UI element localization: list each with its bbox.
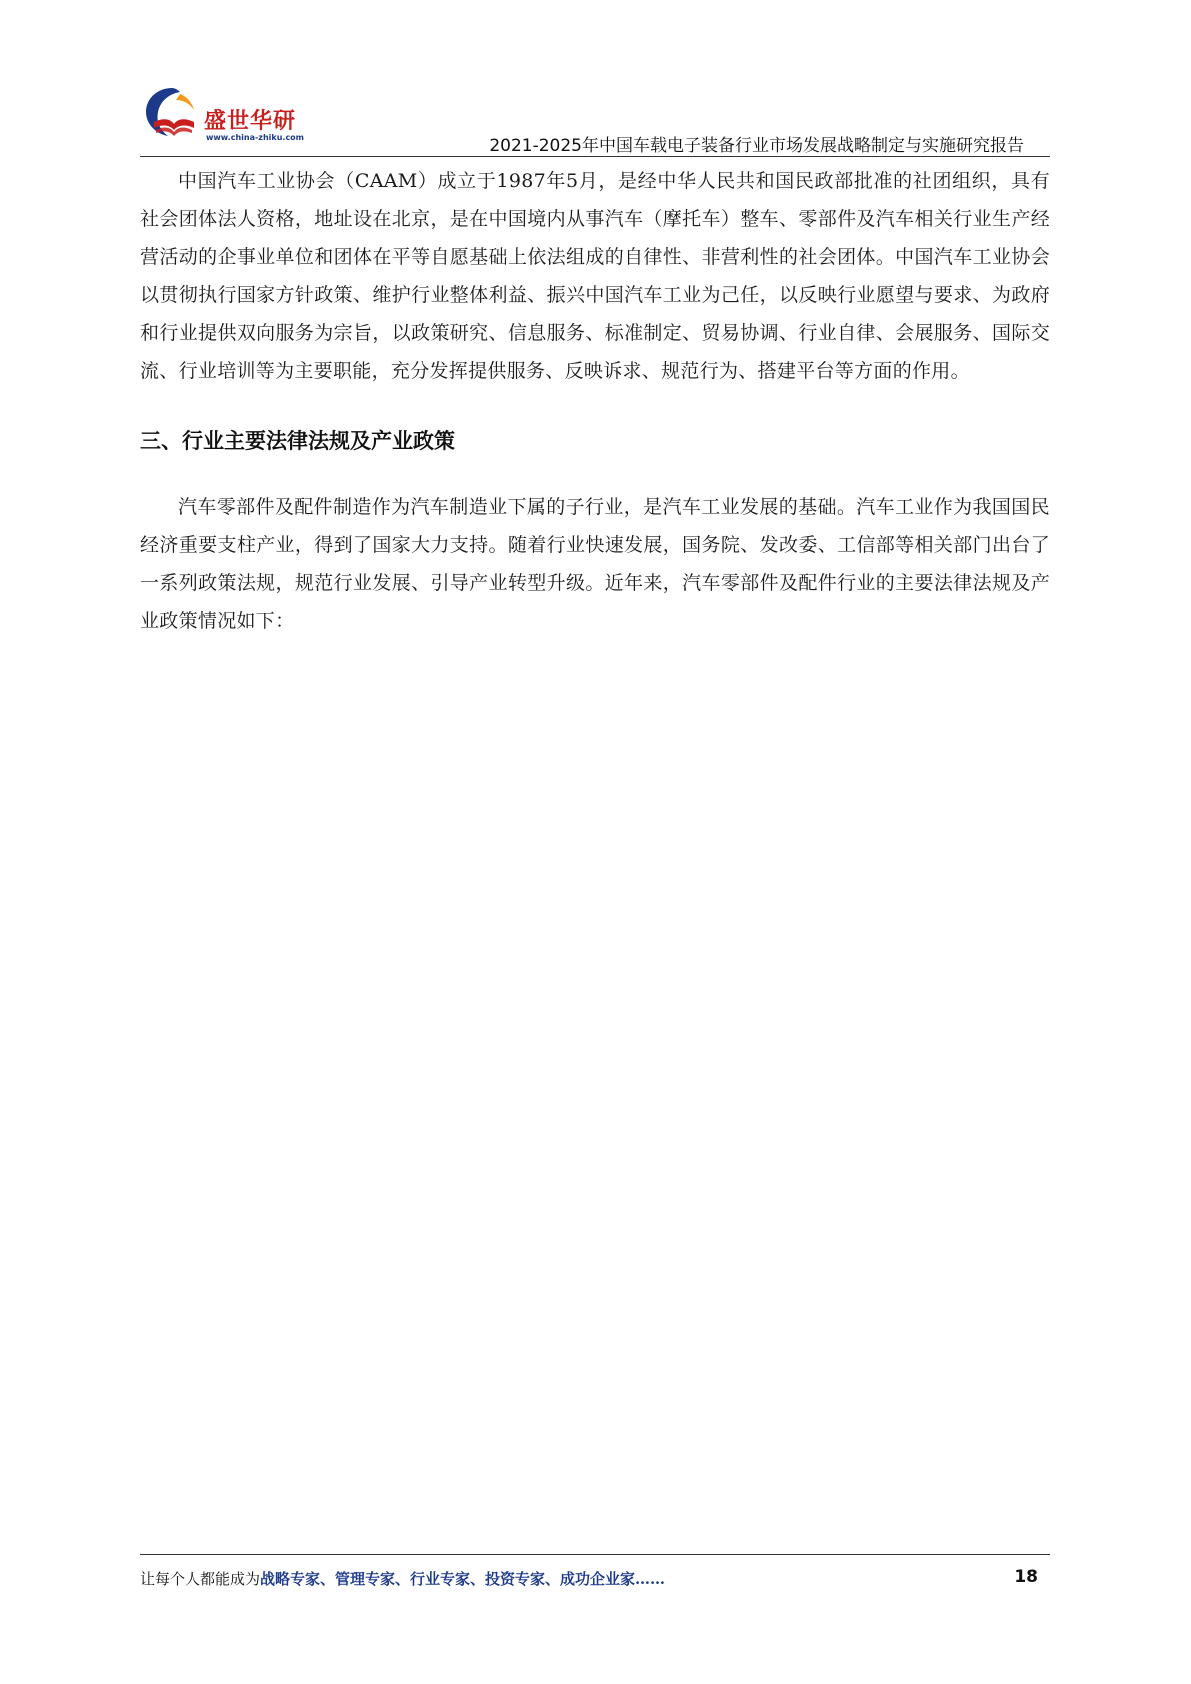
logo-name: 盛世华研 (204, 109, 297, 134)
slogan-prefix: 让每个人都能成为 (140, 1570, 261, 1588)
logo-url: www.china-zhiku.com (206, 133, 305, 142)
header-divider (140, 156, 1050, 157)
logo-emblem-icon (140, 82, 202, 144)
page-number: 18 (1014, 1567, 1038, 1587)
page-footer (140, 1568, 1050, 1598)
report-title: 2021-2025年中国车载电子装备行业市场发展战略制定与实施研究报告 (489, 136, 1024, 156)
paragraph-caam: 中国汽车工业协会（CAAM）成立于1987年5月，是经中华人民共和国民政部批准的社团组织，具有社会团体法人资格，地址设在北京，是在中国境内从事汽车（摩托车）整车、零部件及汽车相关行业生产经营活动的企事业单位和团体在平等自愿基础上依法组成的自律性、非营利性的社会团体。中国汽车工业协会以贯彻执行国家方针政策、维护行业整体利益、振兴中国汽车工业为己任，以反映行业愿望与要求、为政府和行业提供双向服务为宗旨，以政策研究、信息服务、标准制定、贸易协调、行业自律、会展服务、国际交流、行业培训等为主要职能，充分发挥提供服务、反映诉求、规范行为、搭建平台等方面的作用。 (140, 170, 1050, 382)
footer-divider (140, 1554, 1050, 1555)
page-header (140, 82, 1050, 162)
paragraph-policy-intro: 汽车零部件及配件制造作为汽车制造业下属的子行业，是汽车工业发展的基础。汽车工业作为我国国民经济重要支柱产业，得到了国家大力支持。随着行业快速发展，国务院、发改委、工信部等相关部门出台了一系列政策法规，规范行业发展、引导产业转型升级。近年来，汽车零部件及配件行业的主要法律法规及产业政策情况如下： (140, 496, 1050, 632)
main-content (140, 162, 1050, 640)
section-heading: 三、行业主要法律法规及产业政策 (140, 429, 455, 453)
slogan-highlight: 战略专家、管理专家、行业专家、投资专家、成功企业家…… (260, 1570, 666, 1588)
company-logo (140, 82, 320, 152)
footer-slogan (140, 1568, 665, 1589)
